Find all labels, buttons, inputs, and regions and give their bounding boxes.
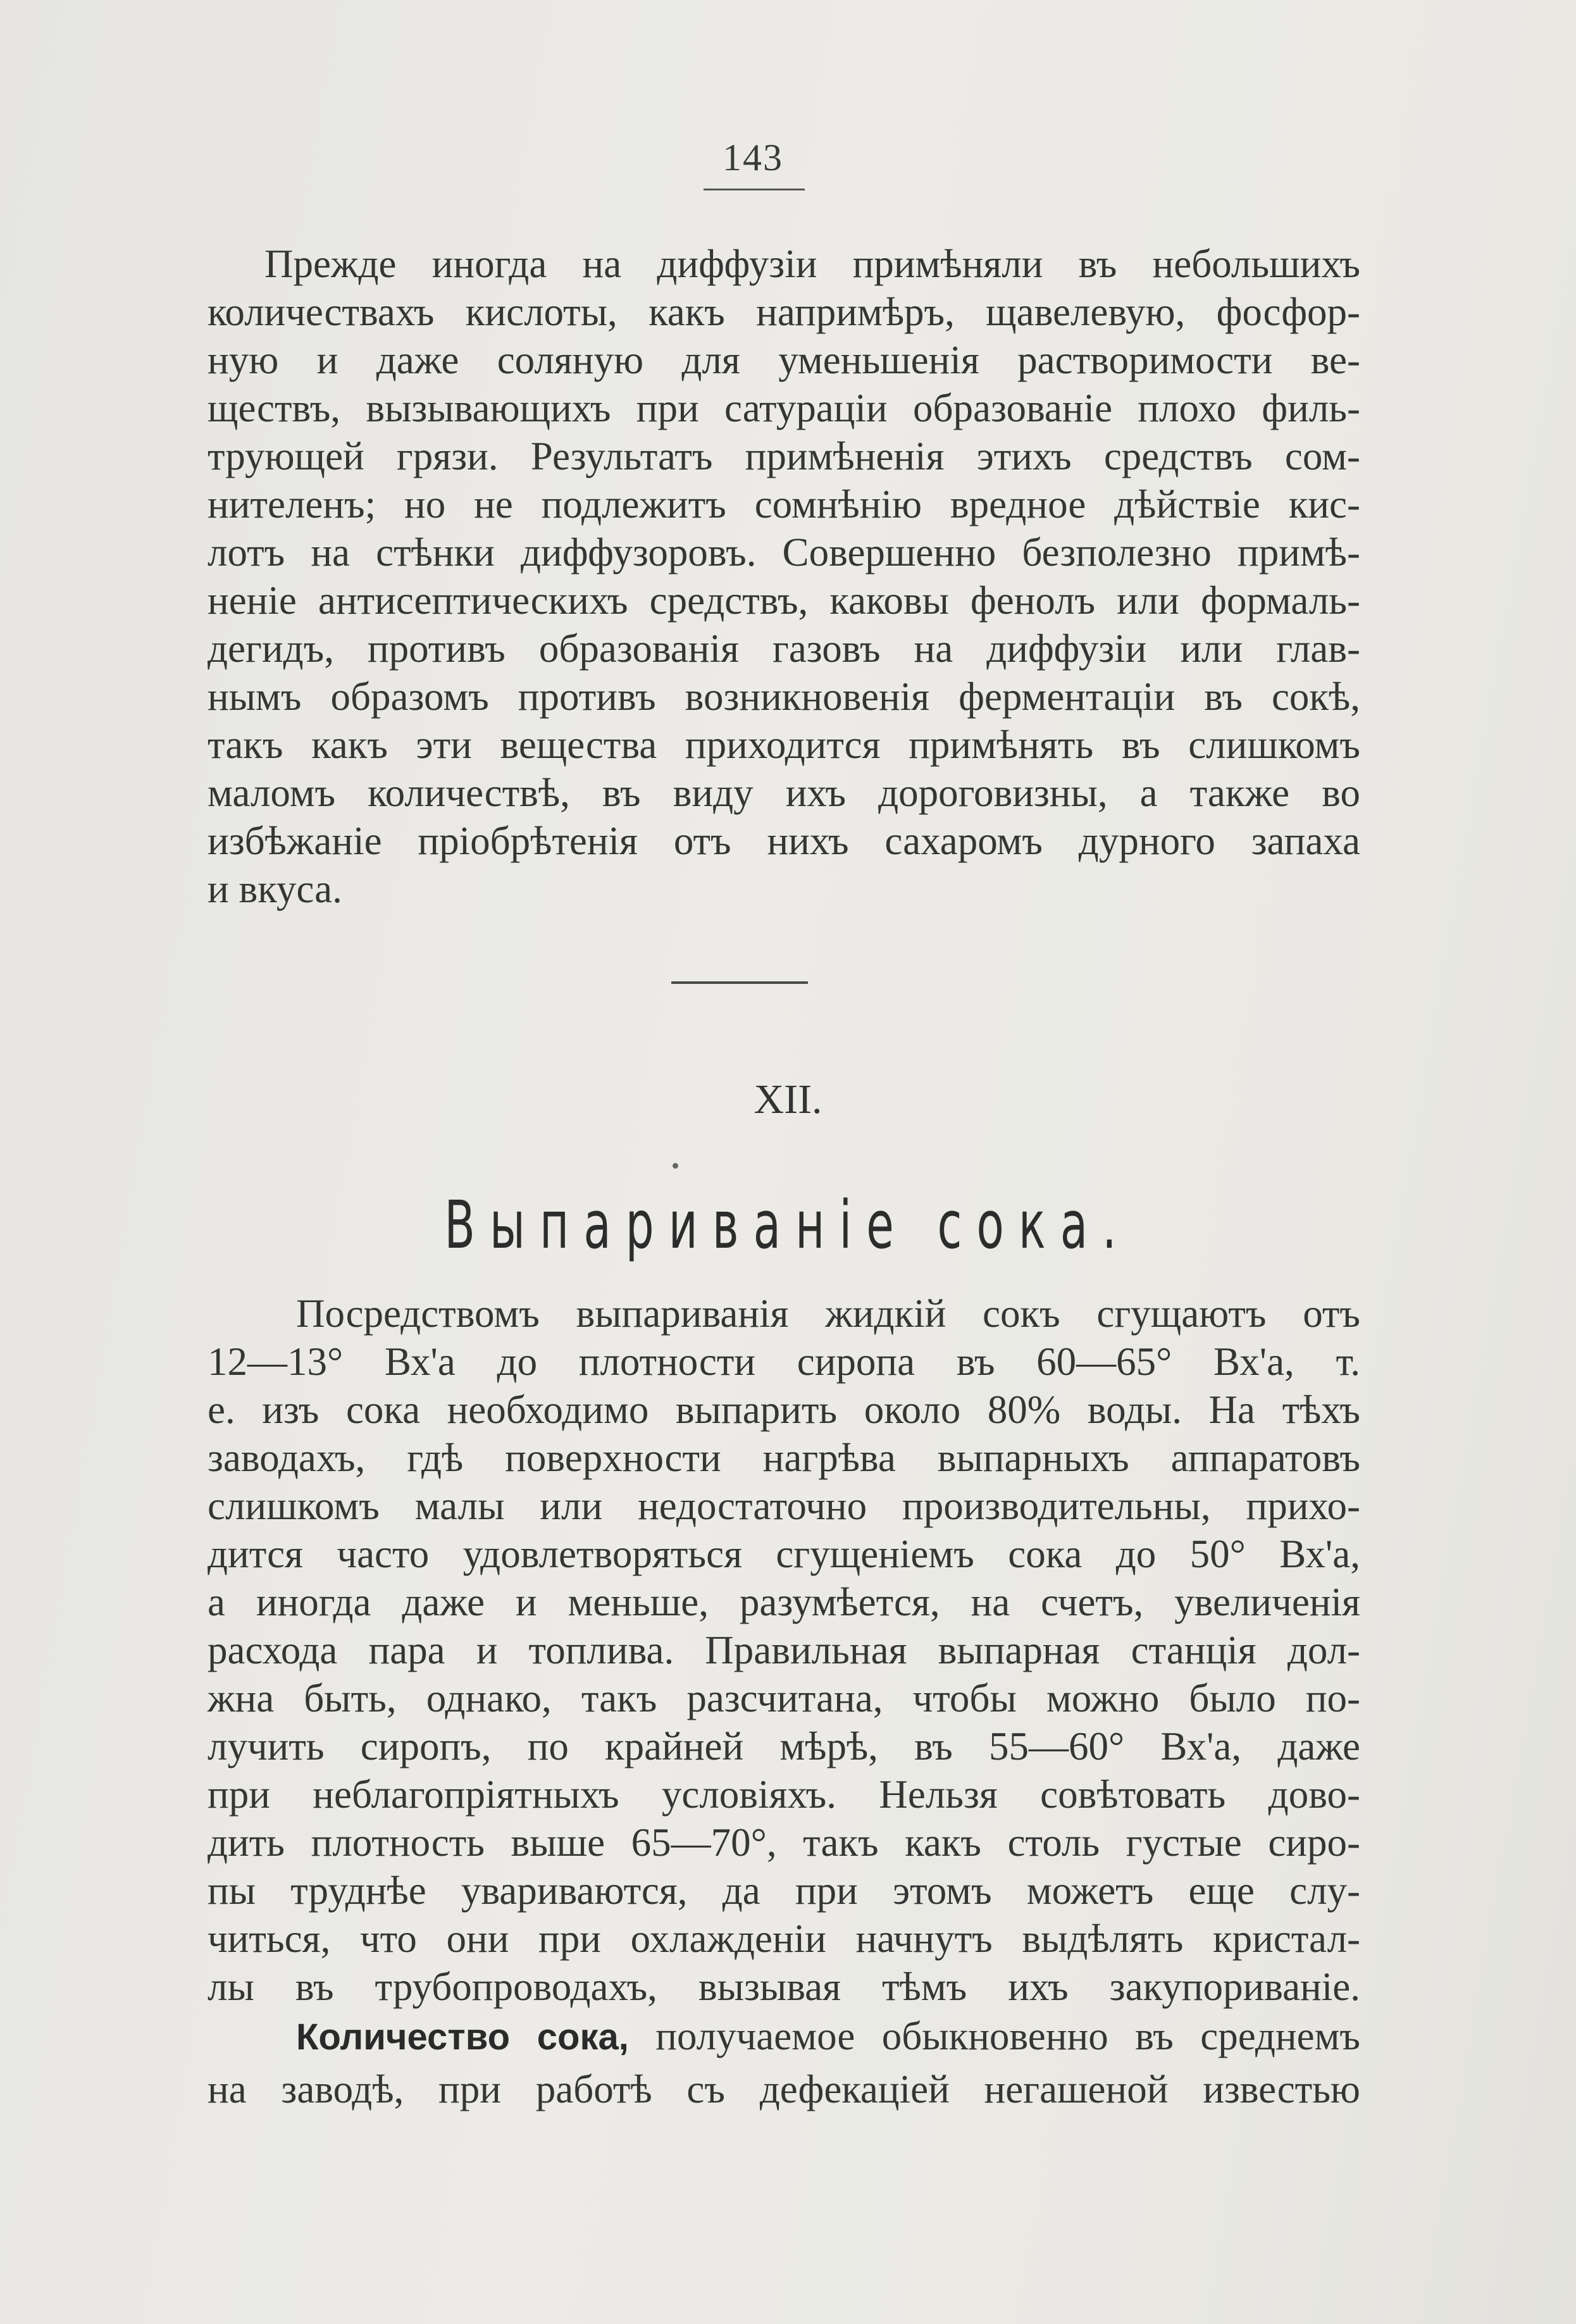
text-line: а иногда даже и меньше, разумѣется, на счетъ, увеличенія <box>208 1580 1360 1624</box>
paragraph-diffusion-acids <box>208 240 1360 913</box>
text-line: ществъ, вызывающихъ при сатураціи образованіе плохо филь- <box>208 386 1360 430</box>
text-line: дится часто удовлетворяться сгущеніемъ сока до 50° Вх'а, <box>208 1532 1360 1576</box>
text-line: ную и даже соляную для уменьшенія растворимости ве- <box>208 338 1360 382</box>
text-line: дегидъ, противъ образованія газовъ на диффузіи или глав- <box>208 626 1360 671</box>
text-line: расхода пара и топлива. Правильная выпарная станція дол- <box>208 1628 1360 1672</box>
text-line: избѣжаніе пріобрѣтенія отъ нихъ сахаромъ дурного запаха <box>208 819 1360 863</box>
text-line: читься, что они при охлажденіи начнутъ выдѣлять кристал- <box>208 1917 1360 1961</box>
page-number-underline <box>704 189 805 190</box>
text-line: нителенъ; но не подлежитъ сомнѣнію вредное дѣйствіе кис- <box>208 482 1360 526</box>
chapter-title-text: Выпариваніе сока. <box>444 1186 1132 1264</box>
section-divider <box>671 981 808 984</box>
text-line: такъ какъ эти вещества приходится примѣнять въ слишкомъ <box>208 723 1360 767</box>
page-number: 143 <box>723 137 783 178</box>
text-line: Прежде иногда на диффузіи примѣняли въ небольшихъ <box>264 242 1360 286</box>
text-line: Посредствомъ выпариванія жидкій сокъ сгущаютъ отъ <box>296 1291 1360 1336</box>
text-line: неніе антисептическихъ средствъ, каковы фенолъ или формаль- <box>208 578 1360 623</box>
text-line: пы труднѣе увариваются, да при этомъ можетъ еще слу- <box>208 1868 1360 1913</box>
text-line: лы въ трубопроводахъ, вызывая тѣмъ ихъ закупориваніе. <box>208 1965 1360 2009</box>
text-line: количествахъ кислоты, какъ напримѣръ, щавелевую, фосфор- <box>208 290 1360 334</box>
text-line: лотъ на стѣнки диффузоровъ. Совершенно безполезно примѣ- <box>208 530 1360 575</box>
text-line: при неблагопріятныхъ условіяхъ. Нельзя совѣтовать дово- <box>208 1772 1360 1817</box>
chapter-number: XII. <box>754 1076 822 1122</box>
text-line: слишкомъ малы или недостаточно производительны, прихо- <box>208 1484 1360 1528</box>
line-text: получаемое обыкновенно въ среднемъ <box>628 2014 1361 2058</box>
text-line: нымъ образомъ противъ возникновенія ферментаціи въ сокѣ, <box>208 674 1360 719</box>
print-speck <box>673 1163 678 1169</box>
paragraph-juice-quantity <box>208 2010 1360 2116</box>
text-line: е. изъ сока необходимо выпарить около 80% воды. На тѣхъ <box>208 1388 1360 1432</box>
text-line: лучить сиропъ, по крайней мѣрѣ, въ 55—60° Вх'а, даже <box>208 1724 1360 1768</box>
text-line <box>208 2010 1360 2063</box>
text-line: и вкуса. <box>208 867 342 911</box>
text-line: дить плотность выше 65—70°, такъ какъ столь густые сиро- <box>208 1820 1360 1865</box>
chapter-title <box>0 1186 1576 1264</box>
text-line: на заводѣ, при работѣ съ дефекаціей негашеной известью <box>208 2067 1360 2111</box>
text-line: 12—13° Вх'а до плотности сиропа въ 60—65° Вх'а, т. <box>208 1339 1360 1384</box>
paragraph-evaporation <box>208 1289 1360 2011</box>
text-line: жна быть, однако, такъ разсчитана, чтобы можно было по- <box>208 1676 1360 1720</box>
bold-lead-term: Количество сока, <box>296 2016 629 2058</box>
text-line: трующей грязи. Результатъ примѣненія этихъ средствъ сом- <box>208 434 1360 478</box>
text-line: маломъ количествѣ, въ виду ихъ дороговизны, а также во <box>208 771 1360 815</box>
text-line: заводахъ, гдѣ поверхности нагрѣва выпарныхъ аппаратовъ <box>208 1436 1360 1480</box>
